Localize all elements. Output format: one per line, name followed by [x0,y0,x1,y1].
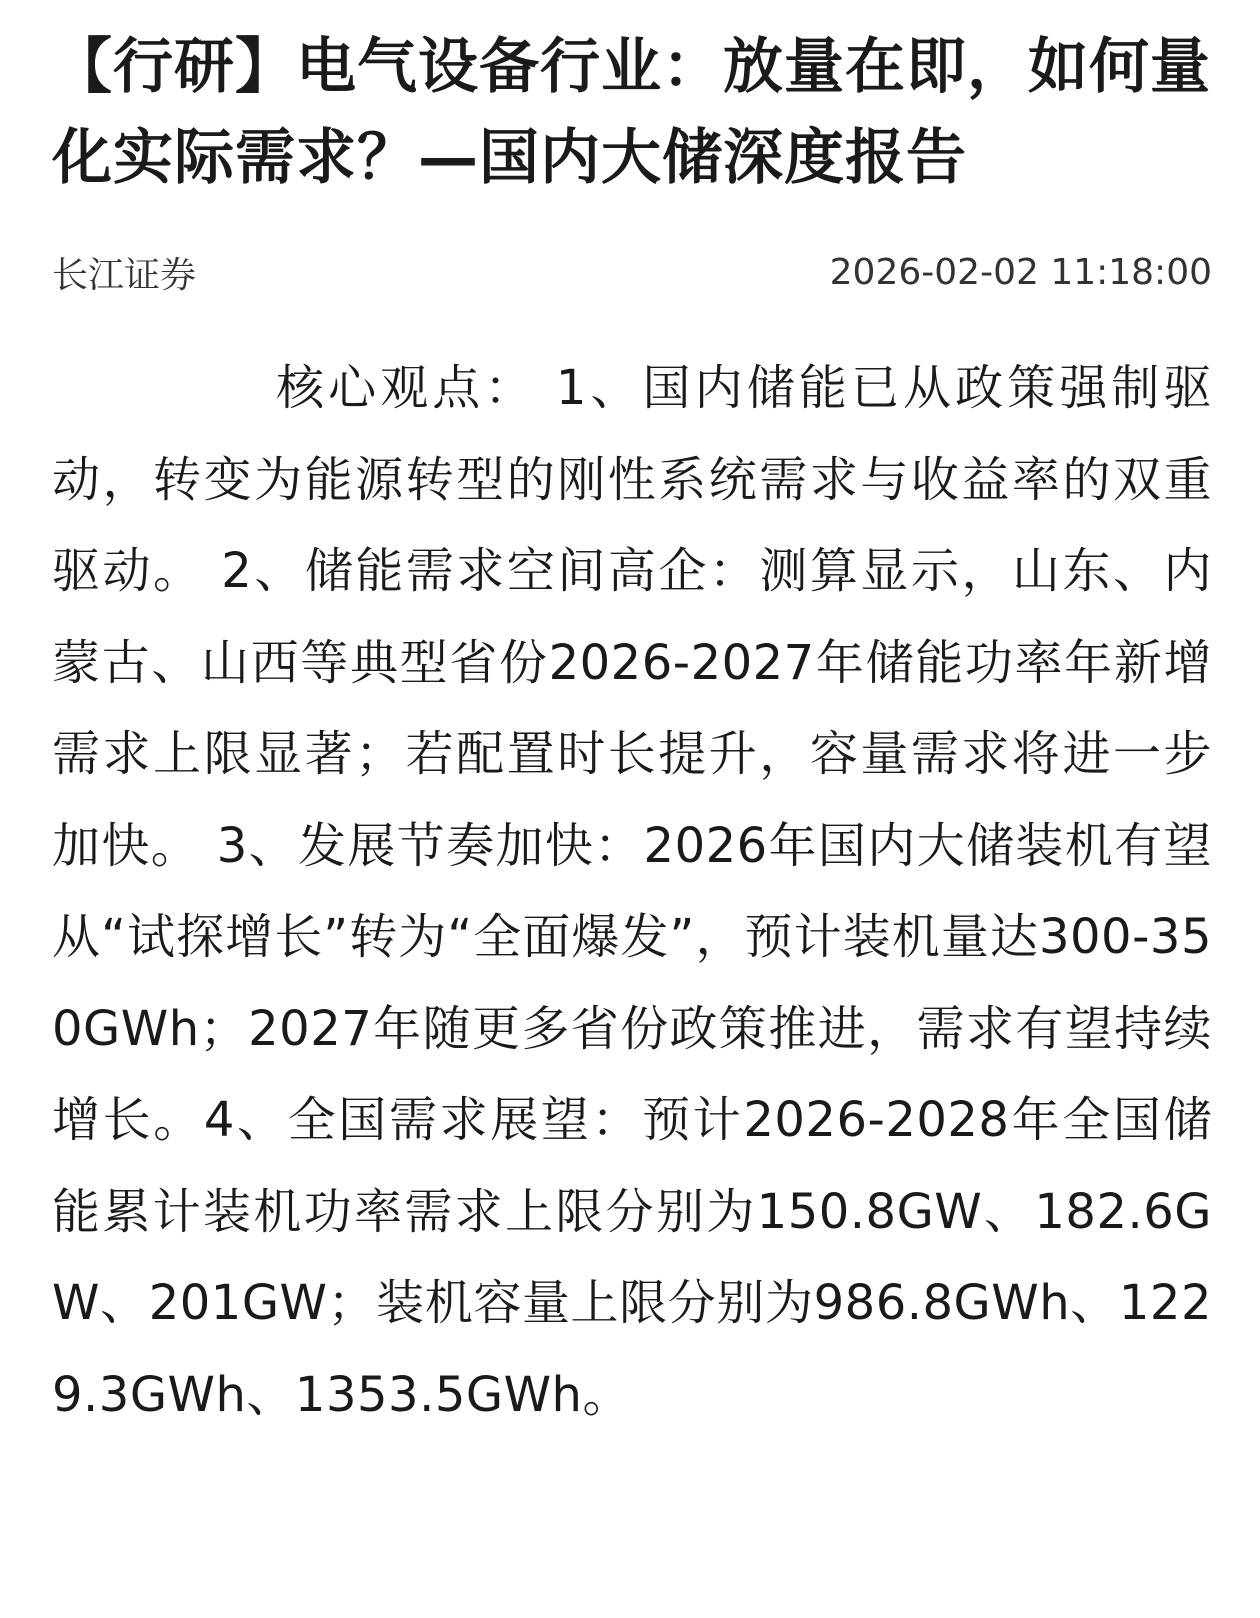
publish-datetime: 2026-02-02 11:18:00 [829,251,1212,293]
article-body: 核心观点： 1、国内储能已从政策强制驱动，转变为能源转型的刚性系统需求与收益率的双重驱动。 2、储能需求空间高企：测算显示，山东、内蒙古、山西等典型省份2026-2027年储能功率年新增需求上限显著；若配置时长提升，容量需求将进一步加快。 3、发展节奏加快：2026年国内大储装机有望从“试探增长”转为“全面爆发”，预计装机量达300-350GWh；2027年随更多省份政策推进，需求有望持续增长。4、全国需求展望：预计2026-2028年全国储能累计装机功率需求上限分别为150.8GW、182.6GW、201GW；装机容量上限分别为986.8GWh、1229.3GWh、1353.5GWh。 [52,360,1212,1423]
article-meta [52,248,1212,296]
source-name[interactable]: 长江证券 [52,254,197,296]
article [52,22,1212,1441]
article-title: 【行研】电气设备行业：放量在即，如何量化实际需求？—国内大储深度报告 [52,32,1211,193]
